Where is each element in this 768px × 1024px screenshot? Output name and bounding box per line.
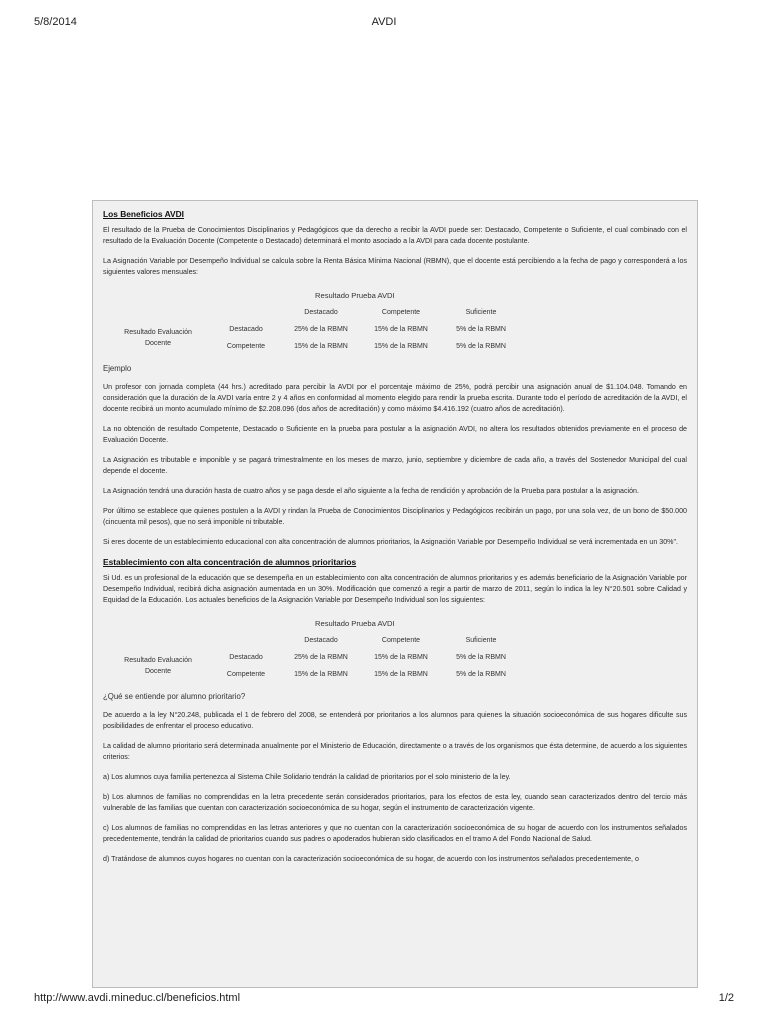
table-col-header: Suficiente	[465, 309, 497, 316]
table-cell: 5% de la RBMN	[456, 343, 506, 350]
paragraph: De acuerdo a la ley N°20.248, publicada el 1 de febrero del 2008, se entenderá por prioritarios a los alumnos para quienes la situación socioeconómica de sus hogares dificulte sus posibilidades de enfrentar el proceso educativo.	[103, 711, 687, 730]
example-heading: Ejemplo	[103, 364, 132, 373]
table-col-header: Competente	[381, 637, 421, 644]
table-caption: Resultado Prueba AVDI	[315, 291, 395, 300]
benefits-table-2	[105, 615, 521, 683]
paragraph: Si Ud. es un profesional de la educación que se desempeña en un establecimiento con alta concentración de alumnos prioritarios y es además beneficiario de la Asignación Variable por Desempeño Individual, recibirá dicha asignación aumentada en un 30%. Modificación que comenzó a regir a partir de marzo de 2011, según lo indica la ley N°20.501 sobre Calidad y Equidad de la Educación. Los actuales beneficios de la Asignación Variable por Desempeño Individual son los siguientes:	[103, 574, 687, 604]
table-row-label: Destacado	[229, 654, 263, 661]
table-row-label: Destacado	[229, 326, 263, 333]
paragraph: Por último se establece que quienes postulen a la AVDI y rindan la Prueba de Conocimientos Disciplinarios y Pedagógicos recibirán un pago, por una sola vez, de un bono de $50.000 (cincuenta mil pesos), que no será imponible ni tributable.	[103, 507, 687, 526]
table-cell: 15% de la RBMN	[374, 326, 428, 333]
table-col-header: Competente	[381, 309, 421, 316]
paragraph: La Asignación Variable por Desempeño Individual se calcula sobre la Renta Básica Mínima Nacional (RBMN), que el docente está percibiendo a la fecha de pago y corresponderá a los siguientes valores mensuales:	[103, 257, 687, 276]
criteria-item: c) Los alumnos de familias no comprendidas en las letras anteriores y que no cuentan con la caracterización socioeconómica de su hogar de acuerdo con los instrumentos señalados precedentemente, tendrán la calidad de prioritarios cuando sus padres o apoderados hubieran sido clasificados en el tramo A del Fondo Nacional de Salud.	[103, 824, 687, 843]
paragraph: La no obtención de resultado Competente, Destacado o Suficiente en la prueba para postular a la asignación AVDI, no altera los resultados obtenidos previamente en el proceso de Evaluación Docente.	[103, 425, 687, 444]
table-cell: 15% de la RBMN	[294, 671, 348, 678]
table-cell: 15% de la RBMN	[374, 671, 428, 678]
paragraph: La Asignación es tributable e imponible y se pagará trimestralmente en los meses de marzo, junio, septiembre y diciembre de cada año, a través del Sostenedor Municipal del cual depende el docente.	[103, 456, 687, 475]
table-cell: 25% de la RBMN	[294, 654, 348, 661]
criteria-item: d) Tratándose de alumnos cuyos hogares no cuentan con la caracterización socioeconómica de su hogar, de acuerdo con los instrumentos señalados precedentemente, o	[103, 855, 639, 863]
table-row-label: Competente	[226, 671, 266, 678]
table-caption: Resultado Prueba AVDI	[315, 619, 395, 628]
paragraph: La calidad de alumno prioritario será determinada anualmente por el Ministerio de Educación, directamente o a través de los organismos que ésta determine, de acuerdo a los siguientes criterios:	[103, 742, 687, 761]
section-title-beneficios: Los Beneficios AVDI	[103, 209, 184, 219]
paragraph: Si eres docente de un establecimiento educacional con alta concentración de alumnos prioritarios, la Asignación Variable por Desempeño Individual se verá incrementada en un 30%".	[103, 538, 678, 546]
content-panel	[92, 200, 698, 988]
criteria-item: a) Los alumnos cuya familia pertenezca al Sistema Chile Solidario tendrán la calidad de prioritarios por el solo ministerio de la ley.	[103, 773, 511, 781]
question-heading: ¿Qué se entiende por alumno prioritario?	[103, 692, 246, 701]
table-cell: 5% de la RBMN	[456, 671, 506, 678]
section-title-establecimiento: Establecimiento con alta concentración de alumnos prioritarios	[103, 557, 357, 567]
paragraph: Un profesor con jornada completa (44 hrs.) acreditado para percibir la AVDI por el porcentaje máximo de 25%, podrá percibir una asignación anual de $1.104.048. Tomando en consideración que la duración de la AVDI varía entre 2 y 4 años en conformidad al momento elegido para rendir la prueba escrita. Durante todo el período de acreditación de la AVDI, el docente recibirá un monto acumulado mínimo de $2.208.096 (dos años de acreditación) y como máximo $4.416.192 (cuatro años de acreditación).	[103, 383, 687, 413]
table-cell: 15% de la RBMN	[374, 654, 428, 661]
table-col-header: Suficiente	[465, 637, 497, 644]
paragraph: La Asignación tendrá una duración hasta de cuatro años y se paga desde el año siguiente a la fecha de rendición y aprobación de la Prueba para postular a la asignación.	[103, 487, 639, 495]
paragraph: El resultado de la Prueba de Conocimientos Disciplinarios y Pedagógicos que da derecho a recibir la AVDI puede ser: Destacado, Competente o Suficiente, el cual combinado con el resultado de la Evaluación Docente (Competente o Destacado) determinará el monto asociado a la AVDI para cada docente postulante.	[103, 226, 687, 245]
table-cell: 15% de la RBMN	[374, 343, 428, 350]
table-col-header: Destacado	[304, 637, 338, 644]
table-cell: 25% de la RBMN	[294, 326, 348, 333]
table-cell: 15% de la RBMN	[294, 343, 348, 350]
table-row-group-label: Resultado Evaluación Docente	[124, 657, 192, 675]
print-date: 5/8/2014	[34, 16, 77, 28]
table-cell: 5% de la RBMN	[456, 654, 506, 661]
table-col-header: Destacado	[304, 309, 338, 316]
criteria-item: b) Los alumnos de familias no comprendidas en la letra precedente serán considerados prioritarios, para los efectos de esta ley, cuando sean caracterizados dentro del tercio más vulnerable de las familias que cuentan con caracterización socioeconómica de su hogar, según el instrumento de caracterización vigente.	[103, 793, 687, 812]
print-url: http://www.avdi.mineduc.cl/beneficios.html	[34, 992, 241, 1004]
table-row-label: Competente	[226, 343, 266, 350]
print-title: AVDI	[371, 16, 397, 28]
table-row	[105, 649, 521, 666]
table-row-group-label: Resultado Evaluación Docente	[124, 329, 192, 347]
page-number: 1/2	[718, 992, 734, 1004]
benefits-table	[105, 287, 521, 355]
table-cell: 5% de la RBMN	[456, 326, 506, 333]
table-row	[105, 321, 521, 338]
